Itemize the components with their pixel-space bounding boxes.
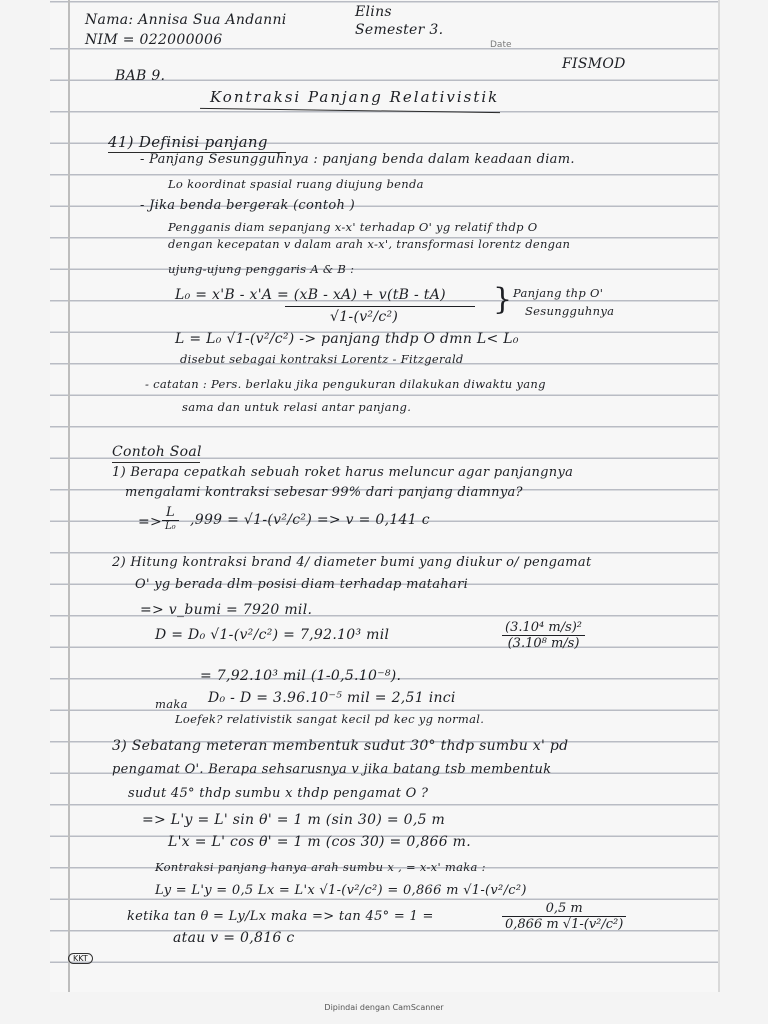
q2-diameter-eq: D = D₀ √1-(v²/c²) = 7,92.10³ mil bbox=[155, 627, 390, 643]
q3-line-2: pengamat O'. Berapa sehsarusnya v jika batang tsb membentuk bbox=[112, 762, 552, 777]
q2-earth-velocity: => v_bumi = 7920 mil. bbox=[140, 602, 313, 618]
brace-note-proper-length: Panjang thp O' bbox=[513, 286, 604, 300]
chapter-number: BAB 9. bbox=[115, 68, 166, 84]
margin-line bbox=[68, 0, 70, 992]
student-nim: NIM = 022000006 bbox=[85, 32, 223, 48]
line-moving: - Jika benda bergerak (contoh ) bbox=[140, 198, 355, 213]
line-coordinates: Lo koordinat spasial ruang diujung benda bbox=[168, 177, 424, 191]
q2-line-1: 2) Hitung kontraksi brand 4/ diameter bumi yang diukur o/ pengamat bbox=[112, 555, 592, 570]
title-underline bbox=[200, 108, 500, 113]
notebook-page bbox=[50, 0, 720, 992]
page-tag: KKT bbox=[68, 953, 93, 964]
q1-solution: ,999 = √1-(v²/c²) => v = 0,141 c bbox=[190, 512, 430, 528]
q3-tan-num: 0,5 m bbox=[502, 901, 626, 917]
q2-result: D₀ - D = 3.96.10⁻⁵ mil = 2,51 inci bbox=[208, 690, 456, 706]
subject-code: FISMOD bbox=[562, 56, 626, 72]
curly-brace: } bbox=[493, 282, 513, 317]
q1-line-1: 1) Berapa cepatkah sebuah roket harus meluncur agar panjangnya bbox=[112, 465, 574, 480]
q3-tan-eq: ketika tan θ = Ly/Lx maka => tan 45° = 1 = bbox=[127, 909, 434, 924]
course-name: Elins bbox=[355, 4, 392, 20]
line-definition: - Panjang Sesungguhnya : panjang benda dalam keadaan diam. bbox=[140, 152, 575, 167]
q1-line-2: mengalami kontraksi sebesar 99% dari panjang diamnya? bbox=[125, 485, 523, 500]
equation-l0: L₀ = x'B - x'A = (xB - xA) + v(tB - tA) bbox=[175, 287, 446, 303]
equation-contraction: L = L₀ √1-(v²/c²) -> panjang thdp O dmn L< L₀ bbox=[175, 331, 519, 347]
q2-therefore: maka bbox=[155, 697, 188, 711]
q2-velocity-ratio bbox=[502, 620, 585, 651]
line-note: - catatan : Pers. berlaku jika pengukuran dilakukan diwaktu yang bbox=[145, 377, 546, 391]
q3-ly-eq: => L'y = L' sin θ' = 1 m (sin 30) = 0,5 m bbox=[142, 812, 446, 828]
examples-underline bbox=[112, 462, 200, 463]
q3-line-3: sudut 45° thdp sumbu x thdp pengamat O ? bbox=[128, 786, 429, 801]
q1-ratio bbox=[162, 505, 179, 532]
q3-lengths-eq: Ly = L'y = 0,5 Lx = L'x √1-(v²/c²) = 0,866 m √1-(v²/c²) bbox=[155, 883, 527, 898]
q2-ratio-den: (3.10⁸ m/s) bbox=[507, 636, 580, 651]
semester: Semester 3. bbox=[355, 22, 444, 38]
equation-fraction-bar bbox=[285, 306, 475, 307]
q3-contraction-note: Kontraksi panjang hanya arah sumbu x , = x-x' maka : bbox=[155, 860, 486, 874]
examples-heading: Contoh Soal bbox=[112, 444, 202, 460]
chapter-title: Kontraksi Panjang Relativistik bbox=[210, 88, 500, 106]
q1-arrow: => bbox=[138, 514, 163, 530]
line-velocity: dengan kecepatan v dalam arah x-x', transformasi lorentz dengan bbox=[168, 237, 571, 251]
q1-ratio-num: L bbox=[162, 505, 179, 521]
q3-tan-fraction bbox=[502, 901, 626, 932]
q2-conclusion: Loefek? relativistik sangat kecil pd kec yg normal. bbox=[175, 712, 485, 726]
page-edge bbox=[718, 0, 720, 992]
section-heading: 41) Definisi panjang bbox=[108, 133, 268, 151]
q2-expansion: = 7,92.10³ mil (1-0,5.10⁻⁸). bbox=[200, 668, 402, 684]
q3-answer: atau v = 0,816 c bbox=[173, 930, 295, 946]
q2-line-2: O' yg berada dlm posisi diam terhadap matahari bbox=[135, 577, 469, 592]
q3-lx-eq: L'x = L' cos θ' = 1 m (cos 30) = 0,866 m. bbox=[168, 834, 471, 850]
line-lorentz: disebut sebagai kontraksi Lorentz - Fitzgerald bbox=[180, 352, 464, 366]
brace-note-true: Sesungguhnya bbox=[525, 304, 615, 318]
q1-ratio-den: L₀ bbox=[165, 521, 176, 532]
date-label: Date bbox=[490, 40, 512, 50]
line-note-cont: sama dan untuk relasi antar panjang. bbox=[182, 400, 412, 414]
student-name: Nama: Annisa Sua Andanni bbox=[85, 12, 287, 28]
line-endpoints: ujung-ujung penggaris A & B : bbox=[168, 262, 355, 276]
line-ruler: Pengganis diam sepanjang x-x' terhadap O' yg relatif thdp O bbox=[168, 220, 538, 234]
q3-line-1: 3) Sebatang meteran membentuk sudut 30° thdp sumbu x' pd bbox=[112, 738, 569, 754]
scanner-watermark: Dipindai dengan CamScanner bbox=[324, 1003, 444, 1012]
equation-denominator: √1-(v²/c²) bbox=[330, 309, 399, 325]
q3-tan-den: 0,866 m √1-(v²/c²) bbox=[505, 917, 624, 932]
q2-ratio-num: (3.10⁴ m/s)² bbox=[502, 620, 585, 636]
